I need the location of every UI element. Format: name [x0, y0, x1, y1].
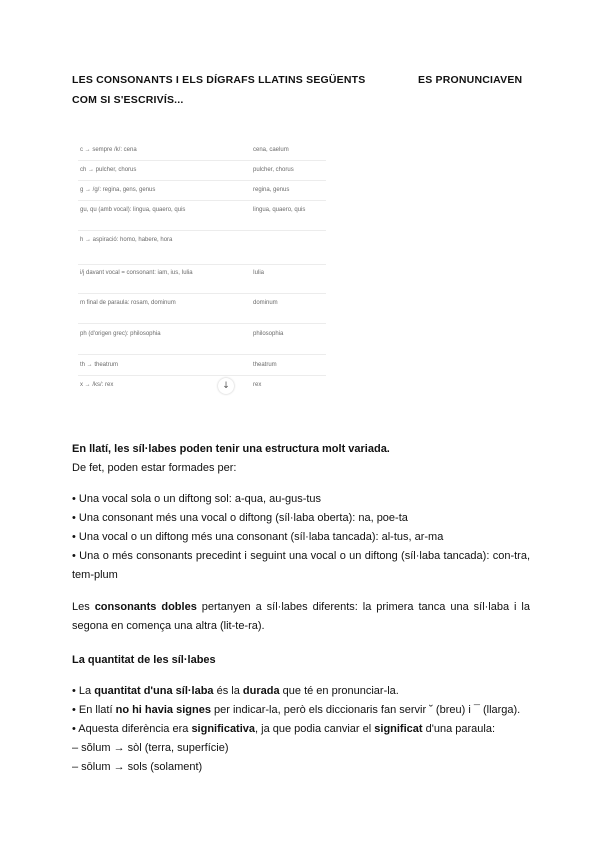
intro-sub: De fet, poden estar formades per: [72, 462, 237, 474]
text-run-bold: quantitat d'una síl·laba [94, 685, 214, 697]
table-cell: th → theatrum [80, 362, 119, 368]
text-run-bold: significativa [191, 723, 256, 735]
table-cell: philosophia [253, 331, 284, 337]
table-cell: regina, genus [253, 187, 290, 193]
table-cell: cena, caelum [253, 147, 289, 153]
table-cell: m final de paraula: rosam, dominum [80, 300, 176, 306]
table-row [78, 186, 326, 201]
table-cell: i/j davant vocal = consonant: iam, ius, Iulia [80, 270, 193, 276]
bullet-4: • Una o més consonants precedint i seguint una vocal o un diftong (síl·laba tancada): con-tra, tem-plum [72, 550, 530, 581]
title-line2: COM SI S'ESCRIVÍS... [72, 94, 184, 106]
quantitat-bullet-3 [72, 720, 530, 739]
table-cell: c → sempre /k/: cena [80, 147, 137, 153]
example-2: – sōlum → sols (solament) [72, 761, 203, 773]
digraph-table-card [70, 134, 336, 404]
table-cell: g → /g/: regina, gens, genus [80, 187, 156, 193]
text-run: • Aquesta diferència era [72, 723, 192, 735]
bullet-3: • Una vocal o un diftong més una consonant (síl·laba tancada): al-tus, ar-ma [72, 531, 444, 543]
text-run-bold: significat [374, 723, 423, 735]
table-cell: gu, qu (amb vocal): lingua, quaero, quis [80, 207, 186, 213]
text-run: , ja que podia canviar el [255, 723, 375, 735]
table-cell: theatrum [253, 362, 277, 368]
table-row [78, 206, 326, 231]
scroll-down-icon[interactable]: ↓ [218, 378, 234, 394]
table-cell: ch → pulcher, chorus [80, 167, 137, 173]
table-cell: x → /ks/: rex [80, 382, 114, 388]
text-run: que té en pronunciar-la. [279, 685, 399, 697]
table-row [78, 299, 326, 324]
table-cell: lingua, quaero, quis [253, 207, 306, 213]
table-cell: ph (d'origen grec): philosophia [80, 331, 161, 337]
quantitat-bullet-1 [72, 682, 530, 701]
page-title [72, 70, 532, 110]
bullet-2: • Una consonant més una vocal o diftong (síl·laba oberta): na, poe-ta [72, 512, 408, 524]
text-run: • En llatí [72, 704, 116, 716]
intro-heading: En llatí, les síl·labes poden tenir una estructura molt variada. [72, 443, 390, 455]
dobles-paragraph [72, 598, 530, 636]
text-run-bold: consonants dobles [94, 601, 197, 613]
example-1: – sŏlum → sòl (terra, superfície) [72, 742, 229, 754]
bullet-1: • Una vocal sola o un diftong sol: a-qua, au-gus-tus [72, 493, 322, 505]
table-row [78, 236, 326, 265]
quantitat-heading: La quantitat de les síl·labes [72, 654, 216, 666]
text-run-bold: no hi havia signes [115, 704, 211, 716]
table-cell: dominum [253, 300, 278, 306]
table-cell: pulcher, chorus [253, 167, 294, 173]
text-run-bold: durada [242, 685, 280, 697]
text-run: Les [72, 601, 95, 613]
table-row [78, 166, 326, 181]
text-run: és la [213, 685, 243, 697]
table-row [78, 269, 326, 294]
table-cell: rex [253, 382, 262, 388]
table-cell: Iulia [253, 270, 265, 276]
table-cell: h → aspiració: homo, habere, hora [80, 237, 173, 243]
table-row [78, 146, 326, 161]
text-run: • La [72, 685, 95, 697]
title-right: ES PRONUNCIAVEN [418, 74, 523, 86]
text-run: pertanyen a síl·labes diferents: la primera tanca una síl·laba i la segona en comença una altra (lit-te-ra). [72, 601, 530, 632]
text-run: d'una paraula: [422, 723, 495, 735]
table-row [78, 361, 326, 376]
table-row [78, 381, 326, 395]
title-left: LES CONSONANTS I ELS DÍGRAFS LLATINS SEGÜENTS [72, 74, 366, 86]
quantitat-bullet-2 [72, 701, 530, 720]
text-run: per indicar-la, però els diccionaris fan servir ˘ (breu) i ¯ (llarga). [210, 704, 521, 716]
table-row [78, 330, 326, 355]
